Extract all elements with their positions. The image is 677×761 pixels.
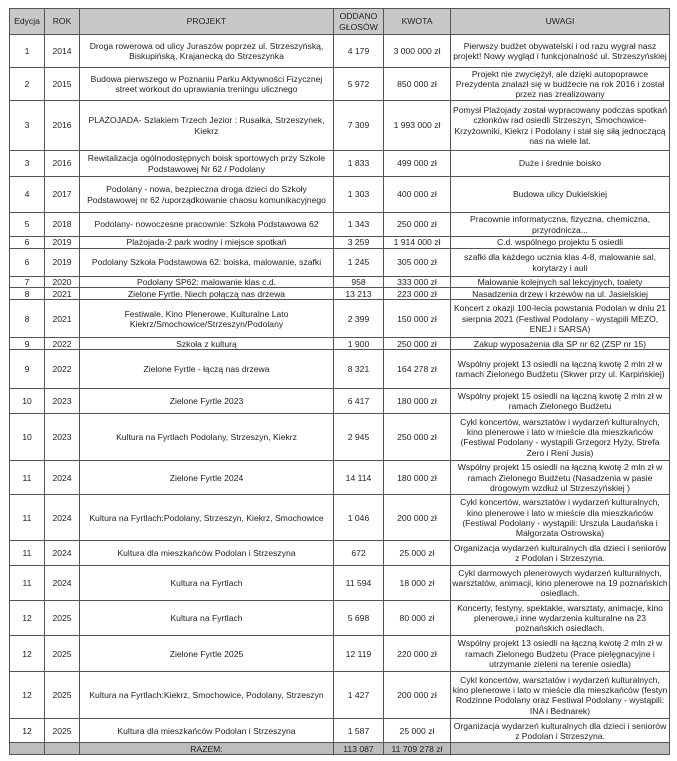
cell-project: Zielone Fyrtle 2025 <box>80 636 334 672</box>
cell-year: 2016 <box>45 101 80 151</box>
cell-year: 2024 <box>45 461 80 495</box>
cell-edition: 4 <box>10 177 45 213</box>
cell-notes: szafki dla każdego ucznia klas 4-8, malowanie sal, korytarzy i auli <box>451 249 670 277</box>
cell-notes: Malowanie kolejnych sal lekcyjnych, toalety <box>451 277 670 288</box>
cell-votes: 1 833 <box>334 151 384 177</box>
cell-votes: 2 945 <box>334 414 384 461</box>
cell-project: Kultura dla mieszkańców Podolan i Strzeszyna <box>80 541 334 566</box>
table-row <box>10 495 670 541</box>
cell-amount: 200 000 zł <box>384 672 451 719</box>
cell-year: 2015 <box>45 68 80 101</box>
cell-amount: 1 914 000 zł <box>384 237 451 249</box>
cell-notes: Organizacja wydarzeń kulturalnych dla dzieci i seniorów z Podolan i Strzeszyna. <box>451 719 670 743</box>
table-row <box>10 249 670 277</box>
cell-project: Szkoła z kulturą <box>80 338 334 350</box>
cell-votes: 1 427 <box>334 672 384 719</box>
cell-year: 2023 <box>45 389 80 414</box>
cell-project: Kultura na Fyrtlach:Podolany, Strzeszyn, Kiekrz, Smochowice <box>80 495 334 541</box>
cell-year: 2014 <box>45 35 80 68</box>
cell-year: 2016 <box>45 151 80 177</box>
table-row <box>10 300 670 338</box>
cell-edition: 11 <box>10 541 45 566</box>
cell-edition: 3 <box>10 101 45 151</box>
cell-year: 2022 <box>45 338 80 350</box>
cell-amount: 1 993 000 zł <box>384 101 451 151</box>
header-notes: UWAGI <box>451 9 670 35</box>
cell-project: Zielone Fyrtle - łączą nas drzewa <box>80 350 334 389</box>
cell-year: 2022 <box>45 350 80 389</box>
cell-edition: 9 <box>10 350 45 389</box>
total-label: RAZEM: <box>80 743 334 755</box>
cell-year: 2025 <box>45 636 80 672</box>
cell-edition: 10 <box>10 414 45 461</box>
cell-amount: 164 278 zł <box>384 350 451 389</box>
cell-amount: 250 000 zł <box>384 338 451 350</box>
cell-year: 2024 <box>45 495 80 541</box>
cell-edition: 8 <box>10 288 45 300</box>
cell-amount: 180 000 zł <box>384 389 451 414</box>
cell-edition: 11 <box>10 495 45 541</box>
cell-year: 2024 <box>45 566 80 601</box>
cell-notes: Cykl koncertów, warsztatów i wydarzeń kulturalnych, kino plenerowe i lato w mieście dla mieszkańców (Festiwal Podolany - wystąpili: Urszula Laudańska i Małgorzata Ostrowska) <box>451 495 670 541</box>
cell-notes: Pomysł Plażojady został wypracowany podczas spotkań członków rad osiedli Strzeszyn, Smochowice-Krzyżowniki, Kiekrz i Podolany i stał się siłą jednoczącą nas na wiele lat. <box>451 101 670 151</box>
cell-project: Kultura dla mieszkańców Podolan i Strzeszyna <box>80 719 334 743</box>
cell-edition: 6 <box>10 237 45 249</box>
cell-project: PLAŻOJADA- Szlakiem Trzech Jezior : Rusałka, Strzeszynek, Kiekrz <box>80 101 334 151</box>
cell-amount: 150 000 zł <box>384 300 451 338</box>
cell-amount: 333 000 zł <box>384 277 451 288</box>
cell-project: Zielone Fyrtle 2024 <box>80 461 334 495</box>
table-row <box>10 672 670 719</box>
table-row <box>10 101 670 151</box>
cell-project: Podolany SP62: malowanie klas c.d. <box>80 277 334 288</box>
cell-edition: 11 <box>10 461 45 495</box>
header-edition: Edycja <box>10 9 45 35</box>
cell-edition: 8 <box>10 300 45 338</box>
cell-year: 2020 <box>45 277 80 288</box>
cell-votes: 958 <box>334 277 384 288</box>
cell-edition: 12 <box>10 719 45 743</box>
cell-votes: 14 114 <box>334 461 384 495</box>
cell-project: Kultura na Fyrtlach Podolany, Strzeszyn, Kiekrz <box>80 414 334 461</box>
cell-edition: 9 <box>10 338 45 350</box>
cell-notes: Pierwszy budżet obywatelski i od razu wygrał nasz projekt! Nowy wygląd i funkcjonalność ul. Strzeszyńskiej <box>451 35 670 68</box>
cell-amount: 25 000 zł <box>384 719 451 743</box>
cell-amount: 305 000 zł <box>384 249 451 277</box>
table-row <box>10 288 670 300</box>
cell-project: Zielone Fyrtle. Niech połączą nas drzewa <box>80 288 334 300</box>
cell-amount: 200 000 zł <box>384 495 451 541</box>
total-empty-cell <box>45 743 80 755</box>
table-row <box>10 350 670 389</box>
cell-notes: Koncert z okazji 100-lecia powstania Podolan w dniu 21 sierpnia 2021 (Festiwal Podolany - wystąpili MEZO, ENEJ i SARSA) <box>451 300 670 338</box>
cell-project: Kultura na Fyrtlach <box>80 601 334 636</box>
cell-year: 2018 <box>45 213 80 237</box>
cell-edition: 5 <box>10 213 45 237</box>
header-project: PROJEKT <box>80 9 334 35</box>
cell-notes: Duże i średnie boisko <box>451 151 670 177</box>
cell-votes: 12 119 <box>334 636 384 672</box>
cell-notes: Cykl koncertów, warsztatów i wydarzeń kulturalnych, kino plenerowe i lato w mieście dla mieszkańców (Festiwal Podolany - wystąpili Grzegorz Hyży, Strefa Zero i Reni Jusis) <box>451 414 670 461</box>
cell-notes: Organizacja wydarzeń kulturalnych dla dzieci i seniorów z Podolan i Strzeszyna. <box>451 541 670 566</box>
table-row <box>10 719 670 743</box>
total-row <box>10 743 670 755</box>
cell-amount: 499 000 zł <box>384 151 451 177</box>
cell-edition: 11 <box>10 566 45 601</box>
cell-amount: 250 000 zł <box>384 414 451 461</box>
cell-votes: 1 343 <box>334 213 384 237</box>
table-row <box>10 461 670 495</box>
cell-votes: 1 245 <box>334 249 384 277</box>
cell-notes: Wspólny projekt 15 osiedli na łączną kwotę 2 mln zł w ramach Zielonego Budżetu (Nasadzenia w pasie drogowym wzdłuż ul Strzeszyńskiej ) <box>451 461 670 495</box>
total-empty-cell <box>451 743 670 755</box>
table-row <box>10 414 670 461</box>
cell-notes: Wspólny projekt 15 osiedli na łączną kwotę 2 mln zł w ramach Zielonego Budżetu <box>451 389 670 414</box>
header-votes: ODDANO GŁOSÓW <box>334 9 384 35</box>
cell-edition: 12 <box>10 636 45 672</box>
total-votes: 113 087 <box>334 743 384 755</box>
cell-year: 2019 <box>45 237 80 249</box>
cell-project: Droga rowerowa od ulicy Juraszów poprzez ul. Strzeszyńską, Biskupińską, Krajanecką do Strzeszynka <box>80 35 334 68</box>
table-row <box>10 338 670 350</box>
table-row <box>10 213 670 237</box>
cell-votes: 13 213 <box>334 288 384 300</box>
cell-votes: 3 259 <box>334 237 384 249</box>
cell-year: 2019 <box>45 249 80 277</box>
cell-edition: 2 <box>10 68 45 101</box>
cell-year: 2021 <box>45 300 80 338</box>
table-row <box>10 177 670 213</box>
cell-edition: 7 <box>10 277 45 288</box>
cell-votes: 4 179 <box>334 35 384 68</box>
cell-votes: 1 303 <box>334 177 384 213</box>
cell-project: Podolany Szkoła Podstawowa 62: boiska, malowanie, szafki <box>80 249 334 277</box>
cell-amount: 180 000 zł <box>384 461 451 495</box>
table-row <box>10 541 670 566</box>
cell-project: Kultura na Fyrtlach <box>80 566 334 601</box>
cell-amount: 400 000 zł <box>384 177 451 213</box>
cell-votes: 11 594 <box>334 566 384 601</box>
cell-project: Plażojada-2 park wodny i miejsce spotkań <box>80 237 334 249</box>
table-row <box>10 601 670 636</box>
cell-year: 2023 <box>45 414 80 461</box>
cell-votes: 1 587 <box>334 719 384 743</box>
cell-votes: 672 <box>334 541 384 566</box>
cell-votes: 6 417 <box>334 389 384 414</box>
header-year: ROK <box>45 9 80 35</box>
header-amount: KWOTA <box>384 9 451 35</box>
cell-notes: Projekt nie zwyciężył, ale dzięki autopoprawce Prezydenta znalazł się w budżecie na rok 2016 i został przez nas zrealizowany <box>451 68 670 101</box>
cell-votes: 1 900 <box>334 338 384 350</box>
cell-votes: 5 698 <box>334 601 384 636</box>
cell-notes: C.d. wspólnego projektu 5 osiedli <box>451 237 670 249</box>
table-row <box>10 389 670 414</box>
cell-notes: Zakup wyposażenia dla SP nr 62 (ZSP nr 15) <box>451 338 670 350</box>
cell-year: 2017 <box>45 177 80 213</box>
cell-project: Kultura na Fyrtlach:Kiekrz, Smochowice, Podolany, Strzeszyn <box>80 672 334 719</box>
table-header-row <box>10 9 670 35</box>
cell-project: Festiwale, Kino Plenerowe, Kulturalne Lato Kiekrz/Smochowice/Strzeszyn/Podolany <box>80 300 334 338</box>
cell-notes: Pracownie informatyczna, fizyczna, chemiczna, przyrodnicza... <box>451 213 670 237</box>
cell-notes: Cykl darmowych plenerowych wydarzeń kulturalnych, warsztatów, animacji, kino plenerowe na 19 poznańskich osiedlach. <box>451 566 670 601</box>
cell-notes: Wspólny projekt 13 osiedli na łączną kwotę 2 mln zł w ramach Zielonego Budżetu (Skwer przy ul. Karpińskiej) <box>451 350 670 389</box>
cell-edition: 6 <box>10 249 45 277</box>
cell-project: Podolany- nowoczesne pracownie: Szkoła Podstawowa 62 <box>80 213 334 237</box>
cell-notes: Nasadzenia drzew i krzewów na ul. Jasielskiej <box>451 288 670 300</box>
cell-votes: 7 309 <box>334 101 384 151</box>
cell-votes: 2 399 <box>334 300 384 338</box>
total-amount: 11 709 278 zł <box>384 743 451 755</box>
cell-year: 2025 <box>45 672 80 719</box>
cell-project: Zielone Fyrtle 2023 <box>80 389 334 414</box>
table-row <box>10 151 670 177</box>
table-row <box>10 277 670 288</box>
table-row <box>10 636 670 672</box>
cell-year: 2024 <box>45 541 80 566</box>
table-row <box>10 237 670 249</box>
budget-projects-table <box>9 8 670 755</box>
cell-amount: 220 000 zł <box>384 636 451 672</box>
cell-edition: 12 <box>10 601 45 636</box>
cell-amount: 80 000 zł <box>384 601 451 636</box>
table-row <box>10 68 670 101</box>
cell-votes: 1 046 <box>334 495 384 541</box>
cell-edition: 1 <box>10 35 45 68</box>
cell-notes: Budowa ulicy Dukielskiej <box>451 177 670 213</box>
cell-amount: 25 000 zł <box>384 541 451 566</box>
table-row <box>10 35 670 68</box>
cell-amount: 18 000 zł <box>384 566 451 601</box>
cell-notes: Koncerty, festyny, spektakle, warsztaty, animacje, kino plenerowe,i inne wydarzenia kulturalne na 23 poznańskich osiedlach. <box>451 601 670 636</box>
cell-edition: 10 <box>10 389 45 414</box>
cell-amount: 250 000 zł <box>384 213 451 237</box>
cell-project: Budowa pierwszego w Poznaniu Parku Aktywności Fizycznej street workout do uprawiania treningu ulicznego <box>80 68 334 101</box>
cell-year: 2025 <box>45 719 80 743</box>
table-row <box>10 566 670 601</box>
cell-amount: 3 000 000 zł <box>384 35 451 68</box>
cell-notes: Wspólny projekt 13 osiedli na łączną kwotę 2 mln zł w ramach Zielonego Budżetu (Prace pielęgnacyjne i utrzymanie zieleni na terenie osiedla) <box>451 636 670 672</box>
cell-amount: 223 000 zł <box>384 288 451 300</box>
cell-project: Rewitalizacja ogólnodostępnych boisk sportowych przy Szkole Podstawowej Nr 62 / Podolany <box>80 151 334 177</box>
cell-amount: 850 000 zł <box>384 68 451 101</box>
cell-project: Podolany - nowa, bezpieczna droga dzieci do Szkoły Podstawowej nr 62 /uporządkowanie chaosu komunikacyjnego <box>80 177 334 213</box>
cell-edition: 3 <box>10 151 45 177</box>
cell-edition: 12 <box>10 672 45 719</box>
total-empty-cell <box>10 743 45 755</box>
cell-votes: 5 972 <box>334 68 384 101</box>
cell-year: 2021 <box>45 288 80 300</box>
cell-notes: Cykl koncertów, warsztatów i wydarzeń kulturalnych, kino plenerowe i lato w mieście dla mieszkańców (festyn Rodzinne Podolany oraz Festiwal Podolany - wystąpili: INA i Bednarek) <box>451 672 670 719</box>
cell-votes: 8 321 <box>334 350 384 389</box>
cell-year: 2025 <box>45 601 80 636</box>
